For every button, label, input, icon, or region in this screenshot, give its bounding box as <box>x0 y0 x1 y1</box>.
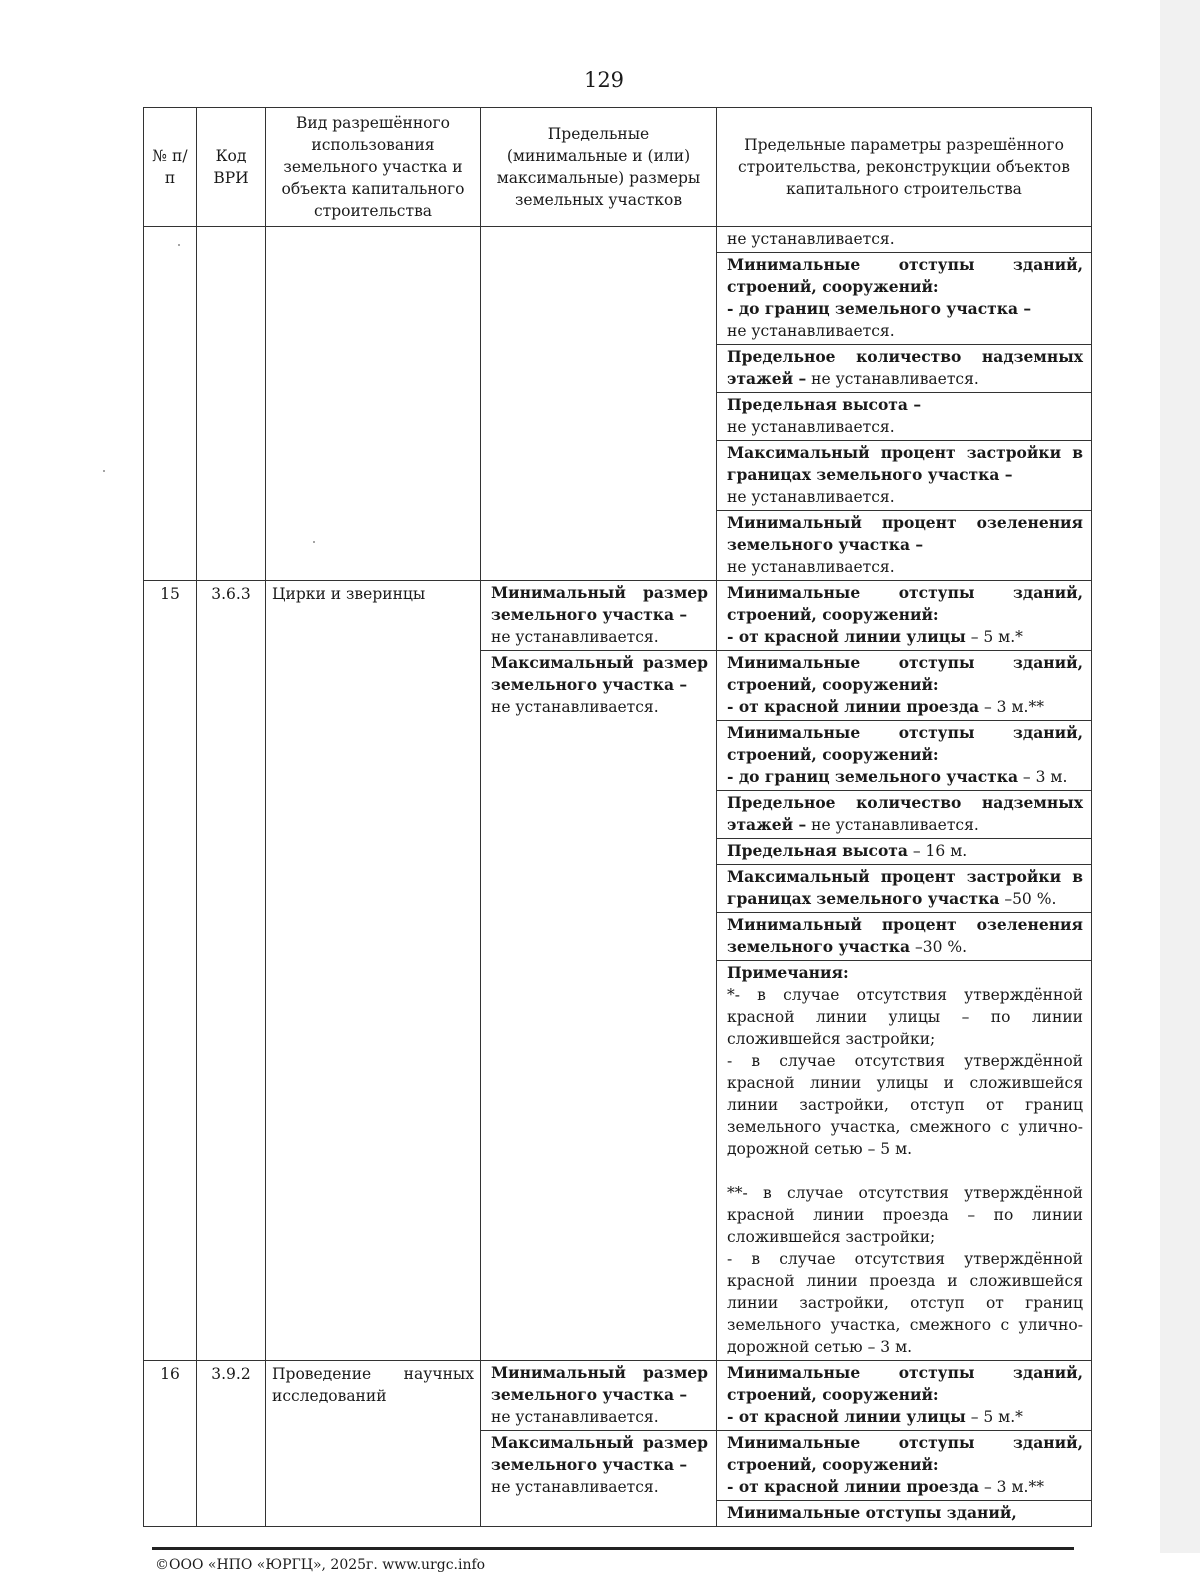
cell-empty <box>197 227 266 581</box>
plot-size-cell <box>481 581 717 1361</box>
table-row-continuation <box>144 227 1092 581</box>
param-item: Минимальный процент озеленения земельного участка – не устанавливается. <box>727 513 1083 576</box>
plot-max-size: Максимальный размер земельного участка – не устанавливается. <box>491 1433 708 1496</box>
regulations-table-frame <box>143 107 1091 1527</box>
param-item: Минимальные отступы зданий, строений, сооружений: - от красной линии улицы – 5 м.* <box>717 1361 1091 1431</box>
param-item: Минимальные отступы зданий, <box>727 1503 1017 1522</box>
use-type-name: Цирки и зверинцы <box>266 581 481 1361</box>
params-cell <box>717 1361 1092 1527</box>
header-use: Вид разрешённого использования земельного участка и объекта капитального строительства <box>266 108 481 227</box>
param-item: не устанавливается. <box>717 227 1091 253</box>
notes-title: Примечания: <box>727 963 849 982</box>
param-item: Предельное количество надземных этажей – не устанавливается. <box>717 345 1091 393</box>
header-code: Код ВРИ <box>197 108 266 227</box>
header-params: Предельные параметры разрешённого строительства, реконструкции объектов капитального строительства <box>717 108 1092 227</box>
notes-block <box>717 961 1091 1360</box>
plot-size-cell <box>481 1361 717 1527</box>
param-item: Минимальные отступы зданий, строений, сооружений: - от красной линии проезда – 3 м.** <box>717 1431 1091 1501</box>
header-plot-size: Предельные (минимальные и (или) максимальные) размеры земельных участков <box>481 108 717 227</box>
vri-code: 3.9.2 <box>197 1361 266 1527</box>
row-number: 15 <box>144 581 197 1361</box>
header-num: № п/п <box>144 108 197 227</box>
plot-max-size: Максимальный размер земельного участка – не устанавливается. <box>491 653 708 716</box>
note-text: *- в случае отсутствия утверждённой красной линии улицы – по линии сложившейся застройки; <box>727 986 1083 1048</box>
note-text: **- в случае отсутствия утверждённой красной линии проезда – по линии сложившейся застройки; <box>727 1184 1083 1246</box>
vri-code: 3.6.3 <box>197 581 266 1361</box>
scan-dust <box>103 470 105 472</box>
cell-empty <box>144 227 197 581</box>
param-item: Предельное количество надземных этажей – не устанавливается. <box>717 791 1091 839</box>
param-item: Минимальные отступы зданий, строений, сооружений: - до границ земельного участка – 3 м. <box>717 721 1091 791</box>
plot-min-size: Минимальный размер земельного участка – не устанавливается. <box>481 581 716 651</box>
table-header-row <box>144 108 1092 227</box>
param-item: Предельная высота – 16 м. <box>717 839 1091 865</box>
notes-spacer <box>727 1160 1083 1182</box>
plot-min-size: Минимальный размер земельного участка – не устанавливается. <box>481 1361 716 1431</box>
cell-empty <box>266 227 481 581</box>
page-number: 129 <box>583 68 625 92</box>
param-item: Минимальные отступы зданий, строений, сооружений: - от красной линии улицы – 5 м.* <box>717 581 1091 651</box>
scan-edge-strip <box>1160 0 1200 1553</box>
param-item: Минимальные отступы зданий, строений, сооружений: - до границ земельного участка – не устанавливается. <box>717 253 1091 345</box>
note-text: - в случае отсутствия утверждённой красной линии проезда и сложившейся линии застройки, отступ от границ земельного участка, смежного с улично-дорожной сетью – 3 м. <box>727 1250 1083 1356</box>
param-item: Максимальный процент застройки в границах земельного участка – не устанавливается. <box>717 441 1091 511</box>
params-cell <box>717 227 1092 581</box>
row-number: 16 <box>144 1361 197 1527</box>
footer-rule <box>152 1547 1074 1550</box>
param-item: Предельная высота – не устанавливается. <box>717 393 1091 441</box>
table-row-16 <box>144 1361 1092 1527</box>
use-type-name: Проведение научных исследований <box>266 1361 481 1527</box>
param-item: Минимальные отступы зданий, строений, сооружений: - от красной линии проезда – 3 м.** <box>717 651 1091 721</box>
table-row-15 <box>144 581 1092 1361</box>
params-cell <box>717 581 1092 1361</box>
param-item: Минимальный процент озеленения земельного участка –30 %. <box>717 913 1091 961</box>
regulations-table <box>143 107 1092 1527</box>
param-item: Максимальный процент застройки в границах земельного участка –50 %. <box>717 865 1091 913</box>
note-text: - в случае отсутствия утверждённой красной линии улицы и сложившейся линии застройки, отступ от границ земельного участка, смежного с улично-дорожной сетью – 5 м. <box>727 1052 1083 1158</box>
footer-copyright: ©ООО «НПО «ЮРГЦ», 2025г. www.urgc.info <box>155 1557 486 1573</box>
cell-empty <box>481 227 717 581</box>
